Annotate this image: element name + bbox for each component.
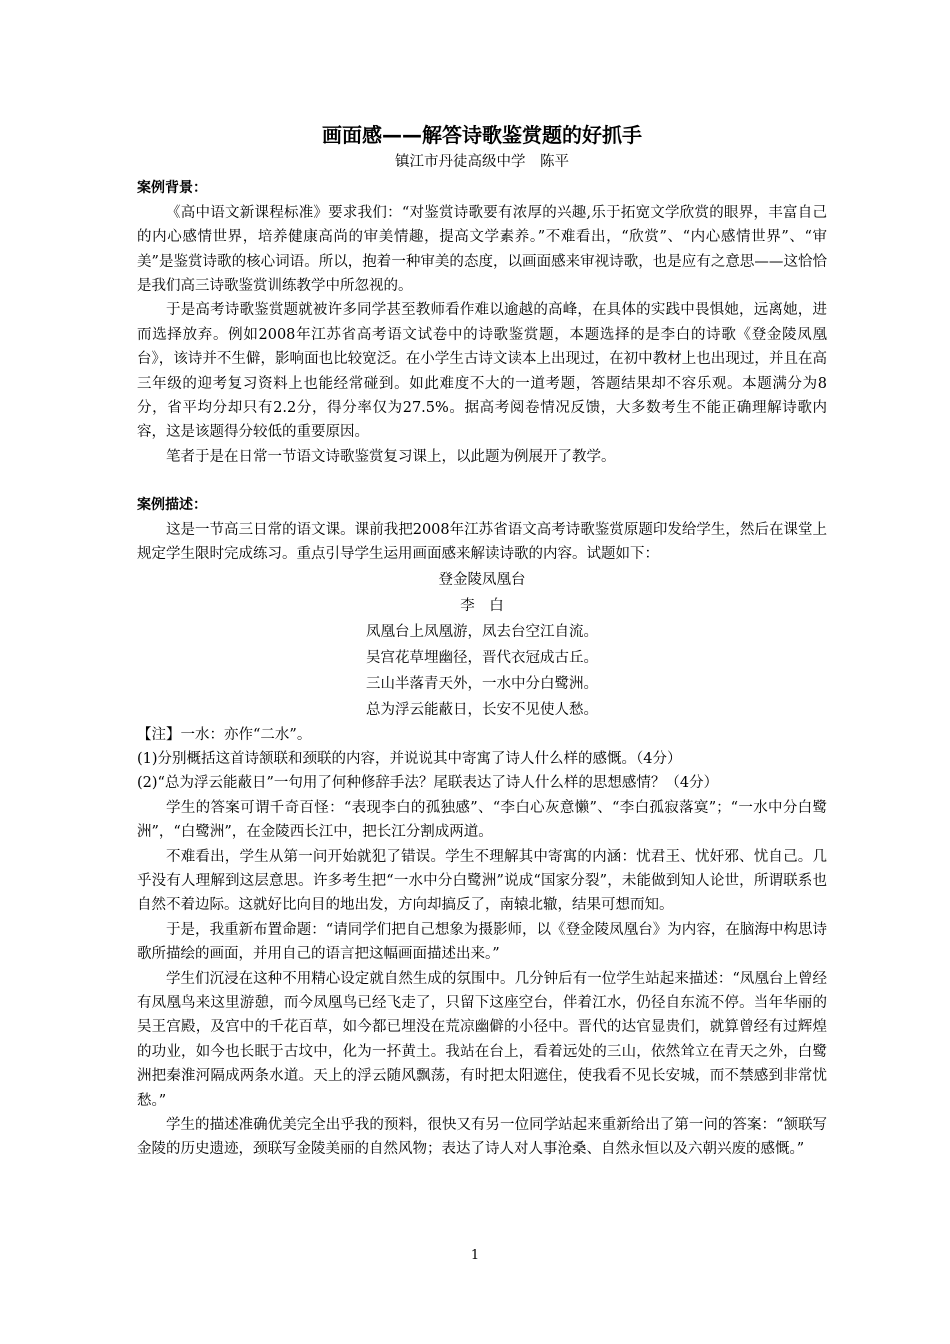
page-number: 1 (470, 1248, 480, 1263)
document-body (137, 120, 827, 1162)
author-line: 镇江市丹徒高级中学 陈平 (395, 154, 569, 170)
description-paragraph: 学生的描述准确优美完全出乎我的预料，很快又有另一位同学站起来重新给出了第一问的答案：“颔联写金陵的历史遗迹，颈联写金陵美丽的自然风物；表达了诗人对人事沧桑、自然永恒以及六朝兴废的感慨。” (137, 1117, 827, 1158)
section-heading-description: 案例描述： (137, 497, 207, 514)
background-paragraph: 于是高考诗歌鉴赏题就被许多同学甚至教师看作难以逾越的高峰，在具体的实践中畏惧她，远离她，进而选择放弃。例如2008年江苏省高考语文试卷中的诗歌鉴赏题，本题选择的是李白的诗歌《登金陵凤凰台》，该诗并不生僻，影响面也比较宽泛。在小学生古诗文读本上出现过，在初中教材上也出现过，并且在高三年级的迎考复习资料上也能经常碰到。如此难度不大的一道考题，答题结果却不容乐观。本题满分为8分，省平均分却只有2.2分，得分率仅为27.5%。据高考阅卷情况反馈，大多数考生不能正确理解诗歌内容，这是该题得分较低的重要原因。 (137, 302, 827, 441)
background-paragraph: 《高中语文新课程标准》要求我们：“对鉴赏诗歌要有浓厚的兴趣,乐于拓宽文学欣赏的眼界，丰富自己的内心感情世界，培养健康高尚的审美情趣，提高文学素养。”不难看出，“欣赏”、“内心感情世界”、“审美”是鉴赏诗歌的核心词语。所以，抱着一种审美的态度，以画面感来审视诗歌，也是应有之意思——这恰恰是我们高三诗歌鉴赏训练教学中所忽视的。 (137, 204, 827, 295)
poem-line: 三山半落青天外，一水中分白鹭洲。 (366, 675, 598, 692)
background-paragraph: 笔者于是在日常一节语文诗歌鉴赏复习课上，以此题为例展开了教学。 (166, 448, 616, 465)
question-item: (2)“总为浮云能蔽日”一句用了何种修辞手法？尾联表达了诗人什么样的思想感情？（4分） (137, 775, 719, 792)
description-paragraph: 学生的答案可谓千奇百怪：“表现李白的孤独感”、“李白心灰意懒”、“李白孤寂落寞”；“一水中分白鹭洲”，“白鹭洲”，在金陵西长江中，把长江分割成两道。 (137, 799, 827, 841)
description-paragraph: 于是，我重新布置命题：“请同学们把自己想象为摄影师，以《登金陵凤凰台》为内容，在脑海中构思诗歌所描绘的画面，并用自己的语言把这幅画面描述出来。” (137, 921, 827, 963)
poem-line: 吴宫花草埋幽径，晋代衣冠成古丘。 (366, 649, 598, 666)
poem-note: 【注】一水：亦作“二水”。 (137, 726, 312, 743)
poem-line: 总为浮云能蔽日，长安不见使人愁。 (366, 701, 598, 718)
poem-title: 登金陵凤凰台 (438, 571, 526, 588)
description-intro: 这是一节高三日常的语文课。课前我把2008年江苏省语文高考诗歌鉴赏原题印发给学生，然后在课堂上规定学生限时完成练习。重点引导学生运用画面感来解读诗歌的内容。试题如下： (137, 521, 827, 563)
poem-block (137, 567, 827, 723)
section-heading-background: 案例背景： (137, 180, 207, 197)
poem-line: 凤凰台上凤凰游，凤去台空江自流。 (366, 623, 598, 640)
poem-author: 李 白 (460, 597, 504, 614)
section-spacer (137, 469, 827, 493)
question-item: (1)分别概括这首诗颔联和颈联的内容，并说说其中寄寓了诗人什么样的感慨。（4分） (137, 750, 682, 767)
document-title: 画面感——解答诗歌鉴赏题的好抓手 (322, 123, 642, 147)
description-paragraph: 不难看出，学生从第一问开始就犯了错误。学生不理解其中寄寓的内涵：忧君王、忧奸邪、忧自己。几乎没有人理解到这层意思。许多考生把“一水中分白鹭洲”说成“国家分裂”，未能做到知人论世，所谓联系也自然不着边际。这就好比向目的地出发，方向却搞反了，南辕北辙，结果可想而知。 (137, 848, 827, 914)
description-paragraph: 学生们沉浸在这种不用精心设定就自然生成的氛围中。几分钟后有一位学生站起来描述：“凤凰台上曾经有凤凰鸟来这里游憩，而今凤凰鸟已经飞走了，只留下这座空台，伴着江水，仍径自东流不停。当年华丽的吴王宫殿，及宫中的千花百草，如今都已埋没在荒凉幽僻的小径中。晋代的达官显贵们，就算曾经有过辉煌的功业，如今也长眠于古坟中，化为一抔黄土。我站在台上，看着远处的三山，依然耸立在青天之外，白鹭洲把秦淮河隔成两条水道。天上的浮云随风飘荡，有时把太阳遮住，使我看不见长安城，而不禁感到非常忧愁。” (137, 970, 827, 1109)
